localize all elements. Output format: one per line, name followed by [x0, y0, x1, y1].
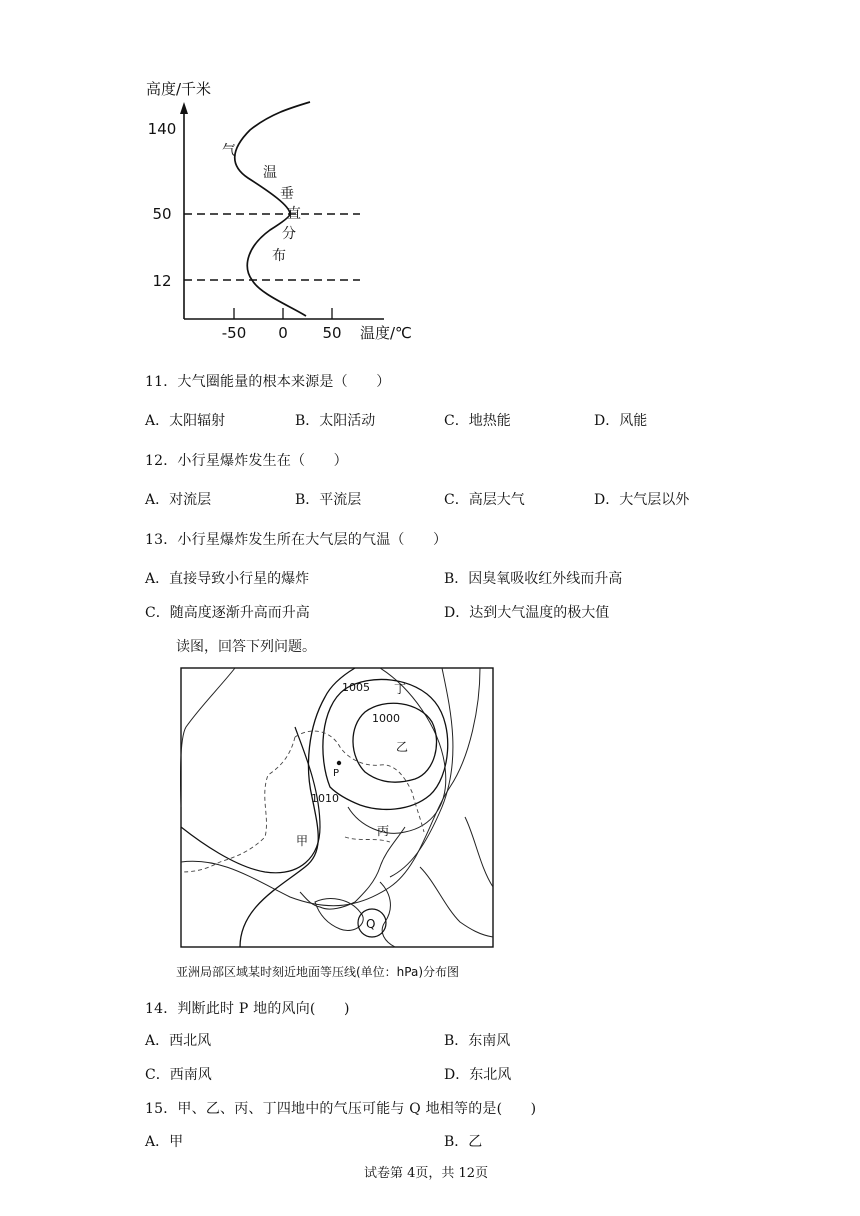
place-label-bing: 丙: [377, 824, 390, 838]
q13-option-a[interactable]: A．直接导致小行星的爆炸: [145, 571, 310, 587]
q11-option-d[interactable]: D．风能: [594, 413, 648, 429]
reading-instruction: 读图，回答下列问题。: [176, 639, 316, 655]
q12-option-a[interactable]: A．对流层: [145, 492, 212, 508]
isobar-label: 1010: [311, 792, 339, 805]
q11-option-c[interactable]: C．地热能: [444, 413, 511, 429]
question-11-stem: 11．大气圈能量的根本来源是（ ）: [145, 374, 391, 390]
point-p-marker: [337, 761, 341, 765]
question-14-stem: 14．判断此时 P 地的风向( ): [145, 1001, 350, 1017]
place-label-q: Q: [366, 917, 376, 931]
page-footer: 试卷第 4页，共 12页: [364, 1166, 489, 1181]
y-tick-label: 12: [152, 272, 172, 290]
curve-label-char: 分: [282, 226, 296, 242]
question-13-stem: 13．小行星爆炸发生所在大气层的气温（ ）: [145, 532, 448, 548]
x-tick-label: -50: [221, 324, 247, 342]
question-12-stem: 12．小行星爆炸发生在（ ）: [145, 453, 348, 469]
x-tick-label: 0: [278, 324, 288, 342]
x-tick-label: 50: [322, 324, 342, 342]
place-label-ding: 丁: [394, 682, 407, 696]
q13-option-c[interactable]: C．随高度逐渐升高而升高: [145, 605, 310, 621]
q14-option-c[interactable]: C．西南风: [145, 1067, 212, 1083]
place-label-p: P: [333, 768, 340, 779]
q14-option-b[interactable]: B．东南风: [444, 1033, 511, 1049]
q15-option-a[interactable]: A．甲: [145, 1134, 184, 1150]
curve-label-char: 直: [287, 206, 301, 222]
q12-option-c[interactable]: C．高层大气: [444, 492, 525, 508]
isobar-label: 1005: [342, 681, 370, 694]
q15-option-b[interactable]: B．乙: [444, 1134, 483, 1150]
q11-option-b[interactable]: B．太阳活动: [295, 413, 376, 429]
place-label-jia: 甲: [296, 834, 309, 848]
y-tick-label: 140: [147, 120, 177, 138]
temperature-profile-figure: [130, 70, 430, 350]
y-axis-arrow: [180, 102, 188, 114]
curve-label-char: 温: [263, 165, 277, 181]
isobar-map-figure: [180, 667, 494, 948]
map-caption: 亚洲局部区域某时刻近地面等压线(单位：hPa)分布图: [176, 965, 460, 979]
q13-option-d[interactable]: D．达到大气温度的极大值: [444, 605, 610, 621]
q11-option-a[interactable]: A．太阳辐射: [145, 413, 226, 429]
isobar-label: 1000: [372, 712, 400, 725]
curve-label-char: 气: [222, 143, 236, 159]
question-15-stem: 15．甲、乙、丙、丁四地中的气压可能与 Q 地相等的是( ): [145, 1101, 537, 1117]
curve-label-char: 布: [272, 248, 286, 264]
q12-option-b[interactable]: B．平流层: [295, 492, 362, 508]
curve-label-char: 垂: [280, 186, 294, 202]
place-label-yi: 乙: [396, 740, 409, 754]
q14-option-d[interactable]: D．东北风: [444, 1067, 512, 1083]
x-axis-title: 温度/℃: [360, 324, 412, 342]
y-axis-title: 高度/千米: [146, 80, 212, 98]
q12-option-d[interactable]: D．大气层以外: [594, 492, 690, 508]
q14-option-a[interactable]: A．西北风: [145, 1033, 212, 1049]
y-tick-label: 50: [152, 205, 172, 223]
q13-option-b[interactable]: B．因臭氧吸收红外线而升高: [444, 571, 623, 587]
